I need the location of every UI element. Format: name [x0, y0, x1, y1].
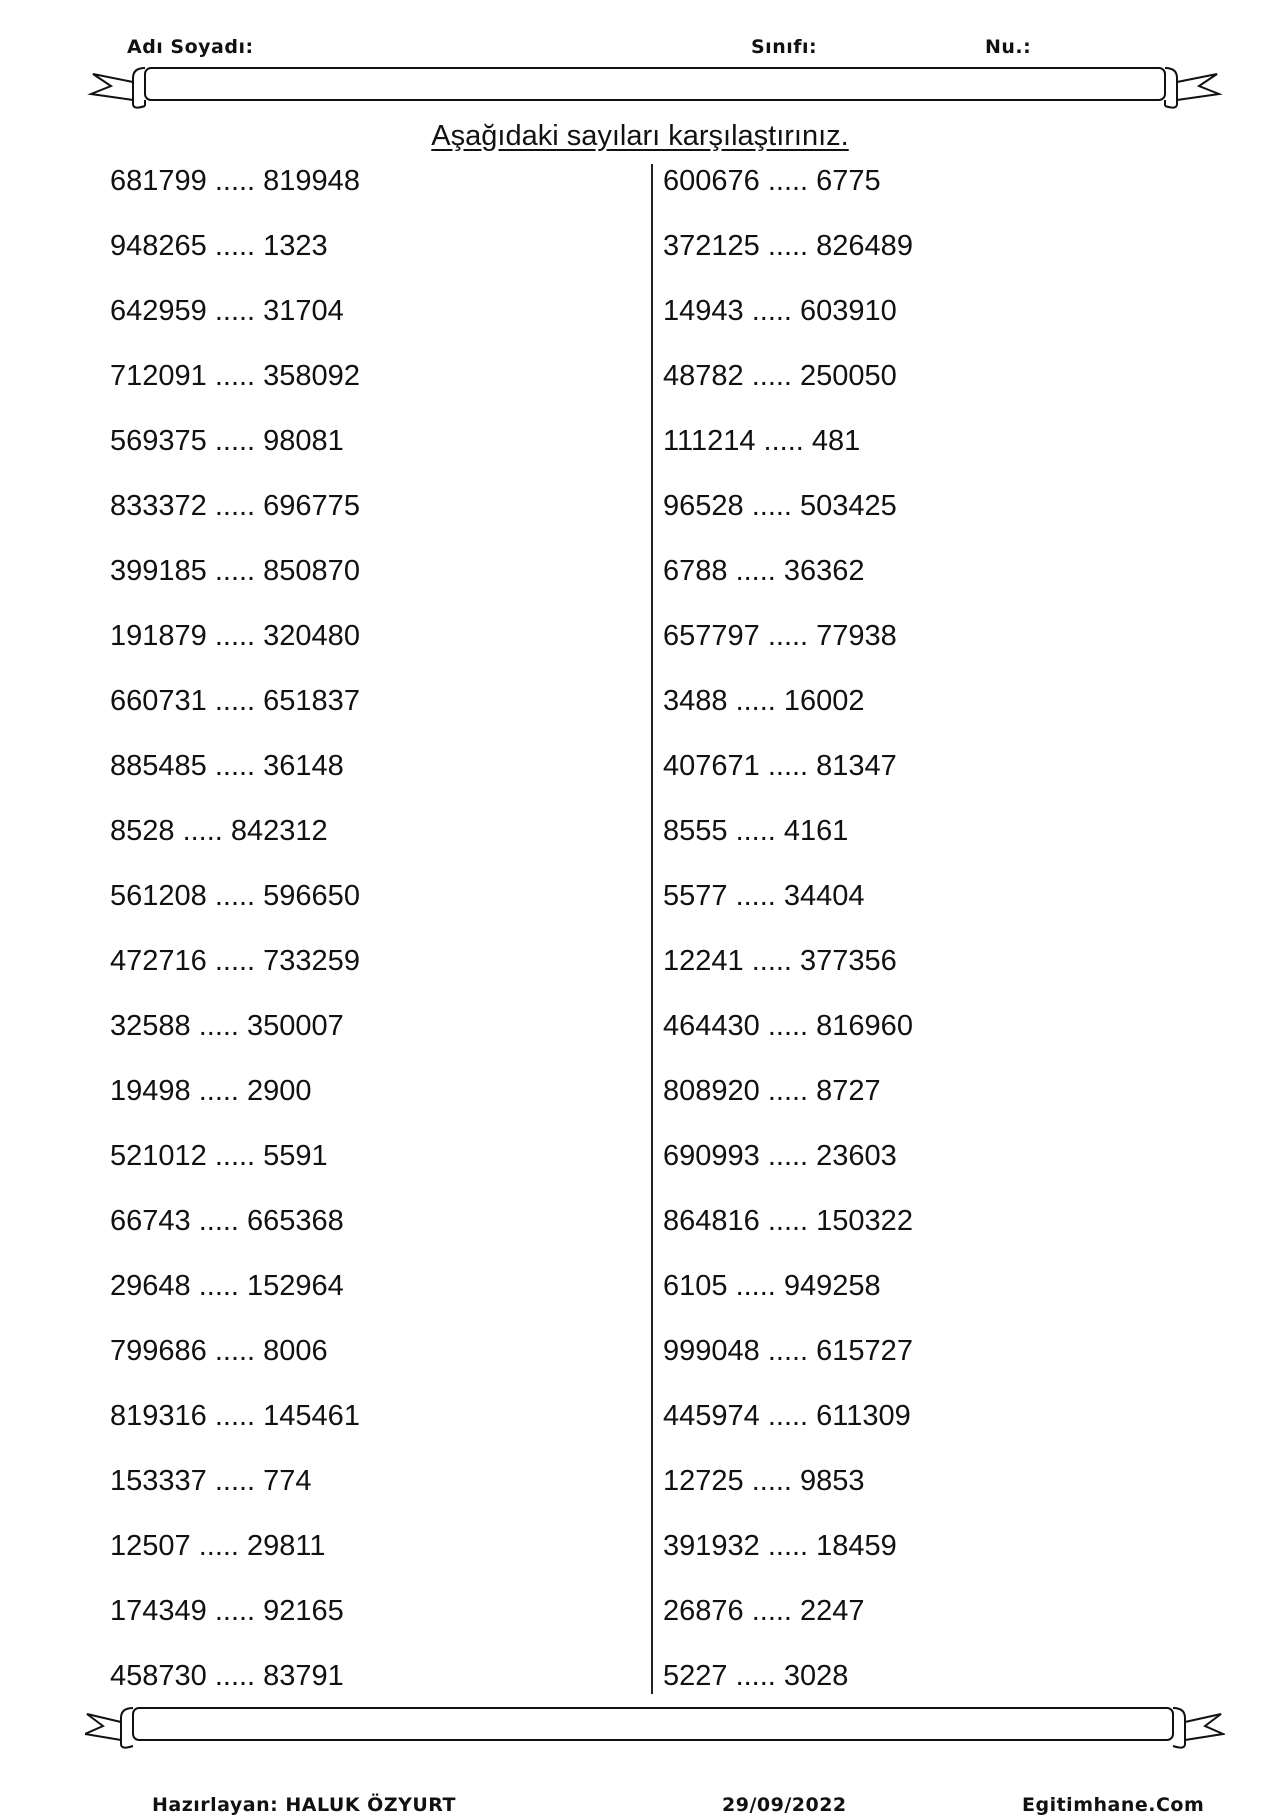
comparison-item: 48782 ..... 250050 — [663, 360, 897, 392]
comparison-item: 885485 ..... 36148 — [110, 750, 344, 782]
comparison-item: 5227 ..... 3028 — [663, 1660, 849, 1692]
author-credit: Hazırlayan: HALUK ÖZYURT — [152, 1794, 457, 1816]
comparison-item: 690993 ..... 23603 — [663, 1140, 897, 1172]
comparison-item: 458730 ..... 83791 — [110, 1660, 344, 1692]
comparison-item: 808920 ..... 8727 — [663, 1075, 881, 1107]
comparison-item: 372125 ..... 826489 — [663, 230, 913, 262]
comparison-item: 26876 ..... 2247 — [663, 1595, 865, 1627]
comparison-item: 864816 ..... 150322 — [663, 1205, 913, 1237]
comparison-item: 32588 ..... 350007 — [110, 1010, 344, 1042]
left-exercise-column — [110, 162, 360, 1722]
comparison-item: 464430 ..... 816960 — [663, 1010, 913, 1042]
comparison-item: 5577 ..... 34404 — [663, 880, 865, 912]
comparison-item: 8528 ..... 842312 — [110, 815, 328, 847]
comparison-item: 6788 ..... 36362 — [663, 555, 865, 587]
comparison-item: 12507 ..... 29811 — [110, 1530, 326, 1562]
comparison-item: 391932 ..... 18459 — [663, 1530, 897, 1562]
column-divider — [651, 164, 653, 1694]
comparison-item: 29648 ..... 152964 — [110, 1270, 344, 1302]
comparison-item: 445974 ..... 611309 — [663, 1400, 911, 1432]
comparison-item: 569375 ..... 98081 — [110, 425, 344, 457]
comparison-item: 521012 ..... 5591 — [110, 1140, 328, 1172]
comparison-item: 833372 ..... 696775 — [110, 490, 360, 522]
worksheet-title: Aşağıdaki sayıları karşılaştırınız. — [431, 120, 849, 152]
student-number-label: Nu.: — [985, 36, 1032, 58]
bottom-scroll-banner — [85, 1700, 1225, 1760]
comparison-item: 174349 ..... 92165 — [110, 1595, 344, 1627]
date-label: 29/09/2022 — [722, 1794, 847, 1816]
comparison-item: 14943 ..... 603910 — [663, 295, 897, 327]
comparison-item: 111214 ..... 481 — [663, 425, 861, 457]
comparison-item: 999048 ..... 615727 — [663, 1335, 913, 1367]
comparison-item: 66743 ..... 665368 — [110, 1205, 344, 1237]
right-exercise-column — [663, 162, 913, 1722]
comparison-item: 600676 ..... 6775 — [663, 165, 881, 197]
student-name-label: Adı Soyadı: — [127, 36, 254, 58]
comparison-item: 472716 ..... 733259 — [110, 945, 360, 977]
comparison-item: 561208 ..... 596650 — [110, 880, 360, 912]
comparison-item: 3488 ..... 16002 — [663, 685, 865, 717]
comparison-item: 948265 ..... 1323 — [110, 230, 328, 262]
comparison-item: 6105 ..... 949258 — [663, 1270, 881, 1302]
comparison-item: 96528 ..... 503425 — [663, 490, 897, 522]
comparison-item: 681799 ..... 819948 — [110, 165, 360, 197]
comparison-item: 657797 ..... 77938 — [663, 620, 897, 652]
comparison-item: 12725 ..... 9853 — [663, 1465, 865, 1497]
website-label: Egitimhane.Com — [1022, 1794, 1205, 1816]
comparison-item: 660731 ..... 651837 — [110, 685, 360, 717]
comparison-item: 8555 ..... 4161 — [663, 815, 849, 847]
comparison-item: 799686 ..... 8006 — [110, 1335, 328, 1367]
top-scroll-banner — [85, 60, 1225, 120]
comparison-item: 819316 ..... 145461 — [110, 1400, 360, 1432]
comparison-item: 12241 ..... 377356 — [663, 945, 897, 977]
comparison-item: 407671 ..... 81347 — [663, 750, 897, 782]
comparison-item: 153337 ..... 774 — [110, 1465, 312, 1497]
comparison-item: 642959 ..... 31704 — [110, 295, 344, 327]
comparison-item: 191879 ..... 320480 — [110, 620, 360, 652]
comparison-item: 19498 ..... 2900 — [110, 1075, 312, 1107]
class-label: Sınıfı: — [751, 36, 818, 58]
comparison-item: 399185 ..... 850870 — [110, 555, 360, 587]
comparison-item: 712091 ..... 358092 — [110, 360, 360, 392]
